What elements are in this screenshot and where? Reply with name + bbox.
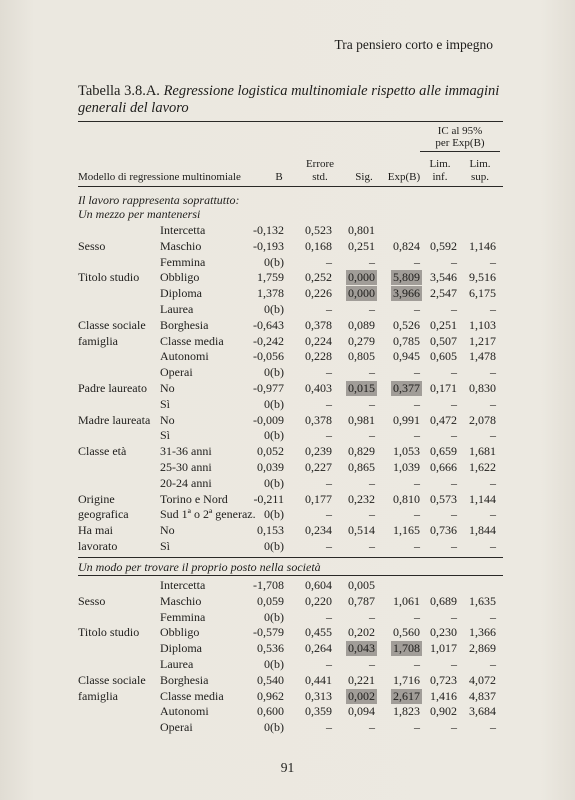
lim-sup-value: 6,175 [469, 286, 496, 301]
variable-label: Diploma [160, 641, 202, 656]
table-row [0, 302, 575, 318]
table-row [0, 689, 575, 705]
variable-label: Maschio [160, 593, 202, 608]
table-number: Tabella 3.8.A. [78, 83, 160, 99]
table-row [0, 460, 575, 476]
table-row [0, 657, 575, 673]
lim-sup-value: 9,516 [469, 270, 496, 285]
b-value: -0,132 [253, 223, 284, 237]
header-expb: Exp(B) [387, 171, 421, 183]
lim-sup-value: 1,844 [469, 523, 496, 538]
header-b: B [275, 171, 283, 183]
variable-label: 25-30 anni [160, 460, 212, 474]
lim-inf-value: – [451, 475, 457, 490]
lim-inf-value: – [451, 428, 457, 443]
lim-inf-value: 3,546 [430, 270, 457, 285]
expb-value: 0,991 [393, 412, 420, 427]
expb-value: 0,526 [393, 317, 420, 332]
table-row [0, 349, 575, 365]
std-error-value: – [326, 539, 332, 553]
table-row [0, 704, 575, 720]
sig-value: 0,801 [348, 223, 375, 237]
table-title: Regressione logistica multinomiale rispetto alle immagini generali del lavoro [78, 83, 500, 116]
expb-value: 1,061 [393, 593, 420, 608]
table-row [0, 539, 575, 555]
ic-group-rule [420, 151, 500, 152]
expb-value: – [414, 507, 420, 522]
lim-inf-value: 0,902 [430, 704, 457, 719]
lim-sup-value: 3,684 [469, 704, 496, 719]
variable-label: Maschio [160, 238, 202, 253]
lim-inf-value: – [451, 539, 457, 553]
sig-value: 0,865 [348, 460, 375, 474]
lim-inf-value: 0,689 [430, 593, 457, 608]
variable-label: Sì [160, 396, 171, 411]
expb-value: – [414, 657, 420, 671]
table-row [0, 476, 575, 492]
std-error-value: – [326, 302, 332, 316]
table-row [0, 381, 575, 397]
variable-label: Autonomi [160, 349, 209, 364]
header-lim-inf-top: Lim. [429, 158, 451, 170]
expb-value: 0,824 [393, 238, 420, 253]
lim-sup-value: – [490, 657, 496, 671]
lim-inf-value: – [451, 396, 457, 411]
table-row [0, 507, 575, 523]
b-value: 0,536 [257, 641, 284, 656]
lim-sup-value: – [490, 475, 496, 490]
b-value: -0,211 [253, 491, 284, 506]
lim-inf-value: 0,573 [430, 491, 457, 506]
top-rule [78, 121, 503, 122]
sig-value: 0,000 [348, 286, 375, 301]
lim-sup-value: 1,144 [469, 491, 496, 506]
lim-sup-value: 2,078 [469, 412, 496, 427]
std-error-value: 0,378 [305, 317, 332, 332]
b-value: 0(b) [264, 302, 284, 316]
lim-inf-value: 0,736 [430, 523, 457, 538]
expb-value: 1,716 [393, 672, 420, 687]
variable-label: Autonomi [160, 704, 209, 719]
expb-value: – [414, 254, 420, 269]
variable-label: No [160, 523, 175, 538]
lim-inf-value: 0,251 [430, 317, 457, 332]
std-error-value: 0,359 [305, 704, 332, 719]
group-label: Classe sociale [78, 317, 146, 332]
variable-label: Classe media [160, 688, 224, 703]
lim-inf-value: 0,659 [430, 444, 457, 459]
lim-sup-value: – [490, 507, 496, 522]
b-value: 0(b) [264, 428, 284, 443]
table-row [0, 239, 575, 255]
expb-value: 0,810 [393, 491, 420, 506]
sig-value: 0,805 [348, 349, 375, 364]
lim-inf-value: 0,507 [430, 333, 457, 348]
b-value: 0(b) [264, 720, 284, 735]
group-label: Sesso [78, 238, 106, 253]
expb-value: 5,809 [393, 270, 420, 285]
table-row [0, 397, 575, 413]
sig-value: 0,005 [348, 578, 375, 592]
lim-inf-value: – [451, 365, 457, 380]
b-value: 0,600 [257, 704, 284, 719]
variable-label: Laurea [160, 302, 194, 316]
table-row [0, 578, 575, 594]
table-row [0, 270, 575, 286]
std-error-value: 0,403 [305, 381, 332, 395]
group-label: Origine [78, 491, 115, 506]
lim-sup-value: 1,635 [469, 593, 496, 608]
lim-sup-value: – [490, 302, 496, 316]
sig-value: 0,829 [348, 444, 375, 459]
variable-label: Operai [160, 720, 193, 735]
std-error-value: – [326, 609, 332, 624]
table-row [0, 523, 575, 539]
b-value: 0(b) [264, 609, 284, 624]
table-row [0, 444, 575, 460]
group-label: famiglia [78, 333, 118, 348]
lim-inf-value: – [451, 254, 457, 269]
lim-inf-value: 0,592 [430, 238, 457, 253]
variable-label: Sud 1ª o 2ª generaz. [160, 507, 256, 522]
sig-value: 0,514 [348, 523, 375, 538]
b-value: 0,052 [257, 444, 284, 459]
variable-label: Diploma [160, 286, 202, 301]
running-head: Tra pensiero corto e impegno [334, 37, 493, 52]
variable-label: Obbligo [160, 625, 200, 640]
variable-label: Borghesia [160, 672, 209, 687]
b-value: 0(b) [264, 365, 284, 380]
std-error-value: 0,441 [305, 672, 332, 687]
variable-label: Intercetta [160, 223, 206, 237]
std-error-value: 0,226 [305, 286, 332, 301]
variable-label: Sì [160, 539, 171, 553]
sig-value: 0,043 [348, 641, 375, 656]
sig-value: 0,279 [348, 333, 375, 348]
table-row [0, 413, 575, 429]
b-value: -0,009 [253, 412, 284, 427]
table-row [0, 673, 575, 689]
sig-value: 0,000 [348, 270, 375, 285]
b-value: 0,540 [257, 672, 284, 687]
sig-value: 0,202 [348, 625, 375, 640]
expb-value: – [414, 428, 420, 443]
table-row [0, 625, 575, 641]
variable-label: Femmina [160, 254, 206, 269]
std-error-value: 0,252 [305, 270, 332, 285]
group-label: Classe sociale [78, 672, 146, 687]
section1-heading: Il lavoro rappresenta soprattutto: Un mezzo per mantenersi [78, 193, 240, 221]
expb-value: 1,165 [393, 523, 420, 538]
b-value: -0,056 [253, 349, 284, 364]
std-error-value: 0,224 [305, 333, 332, 348]
table-row [0, 255, 575, 271]
variable-label: Operai [160, 365, 193, 380]
lim-inf-value: 0,171 [430, 381, 457, 395]
sig-value: – [369, 507, 375, 522]
expb-value: – [414, 539, 420, 553]
sig-value: – [369, 396, 375, 411]
std-error-value: 0,228 [305, 349, 332, 364]
b-value: 0(b) [264, 507, 284, 522]
lim-inf-value: 1,017 [430, 641, 457, 656]
std-error-value: 0,455 [305, 625, 332, 640]
expb-value: – [414, 609, 420, 624]
table-row [0, 720, 575, 736]
lim-sup-value: 1,681 [469, 444, 496, 459]
group-label: lavorato [78, 539, 118, 553]
lim-sup-value: 1,217 [469, 333, 496, 348]
sig-value: – [369, 657, 375, 671]
table-caption [78, 83, 503, 117]
std-error-value: – [326, 507, 332, 522]
std-error-value: 0,234 [305, 523, 332, 538]
lim-sup-value: – [490, 365, 496, 380]
b-value: -1,708 [253, 578, 284, 592]
lim-inf-value: – [451, 609, 457, 624]
lim-inf-value: – [451, 720, 457, 735]
std-error-value: – [326, 254, 332, 269]
section2-heading: Un modo per trovare il proprio posto nella società [78, 560, 321, 574]
lim-sup-value: 1,146 [469, 238, 496, 253]
sig-value: – [369, 302, 375, 316]
b-value: 0,039 [257, 460, 284, 474]
expb-value: – [414, 475, 420, 490]
group-label: Padre laureato [78, 381, 147, 395]
sig-value: 0,787 [348, 593, 375, 608]
expb-value: 0,785 [393, 333, 420, 348]
std-error-value: 0,523 [305, 223, 332, 237]
variable-label: No [160, 381, 175, 395]
sig-value: 0,094 [348, 704, 375, 719]
expb-value: 3,966 [393, 286, 420, 301]
std-error-value: – [326, 365, 332, 380]
expb-value: 1,708 [393, 641, 420, 656]
lim-sup-value: 2,869 [469, 641, 496, 656]
variable-label: No [160, 412, 175, 427]
table-row [0, 594, 575, 610]
expb-value: – [414, 365, 420, 380]
lim-sup-value: – [490, 539, 496, 553]
lim-sup-value: 4,072 [469, 672, 496, 687]
b-value: 1,759 [257, 270, 284, 285]
std-error-value: – [326, 428, 332, 443]
b-value: 0,059 [257, 593, 284, 608]
std-error-value: 0,168 [305, 238, 332, 253]
std-error-value: – [326, 657, 332, 671]
b-value: 0(b) [264, 254, 284, 269]
header-model: Modello di regressione multinomiale [78, 171, 241, 183]
sig-value: – [369, 475, 375, 490]
std-error-value: 0,313 [305, 688, 332, 703]
sig-value: 0,089 [348, 317, 375, 332]
b-value: 0(b) [264, 396, 284, 411]
std-error-value: 0,264 [305, 641, 332, 656]
header-sig: Sig. [355, 171, 373, 183]
lim-inf-value: 0,666 [430, 460, 457, 474]
b-value: 0(b) [264, 539, 284, 553]
lim-sup-value: – [490, 609, 496, 624]
variable-label: Femmina [160, 609, 206, 624]
lim-inf-value: 2,547 [430, 286, 457, 301]
lim-sup-value: – [490, 720, 496, 735]
b-value: 0(b) [264, 657, 284, 671]
sig-value: – [369, 720, 375, 735]
lim-sup-value: – [490, 428, 496, 443]
variable-label: Obbligo [160, 270, 200, 285]
sig-value: 0,232 [348, 491, 375, 506]
lim-sup-value: 1,622 [469, 460, 496, 474]
header-lim-sup: sup. [470, 171, 490, 183]
group-label: geografica [78, 507, 129, 522]
b-value: -0,977 [253, 381, 284, 395]
page-number: 91 [280, 760, 295, 775]
lim-inf-value: 0,230 [430, 625, 457, 640]
b-value: -0,193 [253, 238, 284, 253]
expb-value: 1,823 [393, 704, 420, 719]
table-row [0, 223, 575, 239]
expb-value: – [414, 396, 420, 411]
table-row [0, 492, 575, 508]
table-row [0, 610, 575, 626]
sig-value: – [369, 539, 375, 553]
sig-value: – [369, 609, 375, 624]
table-row [0, 365, 575, 381]
table-row [0, 428, 575, 444]
section2-rule [78, 575, 503, 576]
variable-label: Classe media [160, 333, 224, 348]
std-error-value: – [326, 396, 332, 411]
table-row [0, 334, 575, 350]
lim-sup-value: 0,830 [469, 381, 496, 395]
header-lim-sup-top: Lim. [469, 158, 491, 170]
sig-value: 0,981 [348, 412, 375, 427]
group-label: famiglia [78, 688, 118, 703]
expb-value: 0,377 [393, 381, 420, 395]
group-label: Madre laureata [78, 412, 151, 427]
expb-value: 0,560 [393, 625, 420, 640]
variable-label: 31-36 anni [160, 444, 212, 459]
sig-value: – [369, 365, 375, 380]
table-row [0, 318, 575, 334]
std-error-value: 0,227 [305, 460, 332, 474]
std-error-value: 0,239 [305, 444, 332, 459]
expb-value: 0,945 [393, 349, 420, 364]
header-rule [78, 186, 503, 187]
std-error-value: 0,177 [305, 491, 332, 506]
expb-value: – [414, 302, 420, 316]
std-error-value: 0,220 [305, 593, 332, 608]
group-label: Classe età [78, 444, 127, 459]
variable-label: Sì [160, 428, 171, 443]
lim-inf-value: – [451, 507, 457, 522]
expb-value: 2,617 [393, 688, 420, 703]
group-label: Ha mai [78, 523, 113, 538]
b-value: -0,643 [253, 317, 284, 332]
lim-inf-value: 0,723 [430, 672, 457, 687]
std-error-value: 0,604 [305, 578, 332, 592]
lim-sup-value: – [490, 396, 496, 411]
sig-value: – [369, 254, 375, 269]
header-errore: Errore [305, 158, 335, 170]
lim-inf-value: 0,605 [430, 349, 457, 364]
lim-sup-value: – [490, 254, 496, 269]
expb-value: 1,039 [393, 460, 420, 474]
b-value: 0(b) [264, 475, 284, 490]
variable-label: Intercetta [160, 578, 206, 592]
lim-inf-value: – [451, 657, 457, 671]
group-label: Titolo studio [78, 270, 140, 285]
expb-value: 1,053 [393, 444, 420, 459]
b-value: 0,962 [257, 688, 284, 703]
sig-value: 0,221 [348, 672, 375, 687]
lim-inf-value: – [451, 302, 457, 316]
lim-inf-value: 0,472 [430, 412, 457, 427]
b-value: -0,242 [253, 333, 284, 348]
sig-value: 0,251 [348, 238, 375, 253]
lim-sup-value: 4,837 [469, 688, 496, 703]
section-separator-rule [78, 557, 503, 558]
table-row [0, 286, 575, 302]
lim-inf-value: 1,416 [430, 688, 457, 703]
ic-group-header: IC al 95% per Exp(B) [435, 125, 485, 149]
variable-label: Torino e Nord [160, 491, 228, 506]
header-lim-inf: inf. [432, 171, 448, 183]
sig-value: – [369, 428, 375, 443]
table-row [0, 641, 575, 657]
expb-value: – [414, 720, 420, 735]
variable-label: 20-24 anni [160, 475, 212, 490]
std-error-value: – [326, 720, 332, 735]
group-label: Sesso [78, 593, 106, 608]
lim-sup-value: 1,366 [469, 625, 496, 640]
sig-value: 0,002 [348, 688, 375, 703]
lim-sup-value: 1,103 [469, 317, 496, 332]
std-error-value: 0,378 [305, 412, 332, 427]
b-value: -0,579 [253, 625, 284, 640]
group-label: Titolo studio [78, 625, 140, 640]
header-std: std. [312, 171, 328, 183]
b-value: 1,378 [257, 286, 284, 301]
sig-value: 0,015 [348, 381, 375, 395]
b-value: 0,153 [257, 523, 284, 538]
variable-label: Laurea [160, 657, 194, 671]
lim-sup-value: 1,478 [469, 349, 496, 364]
variable-label: Borghesia [160, 317, 209, 332]
std-error-value: – [326, 475, 332, 490]
